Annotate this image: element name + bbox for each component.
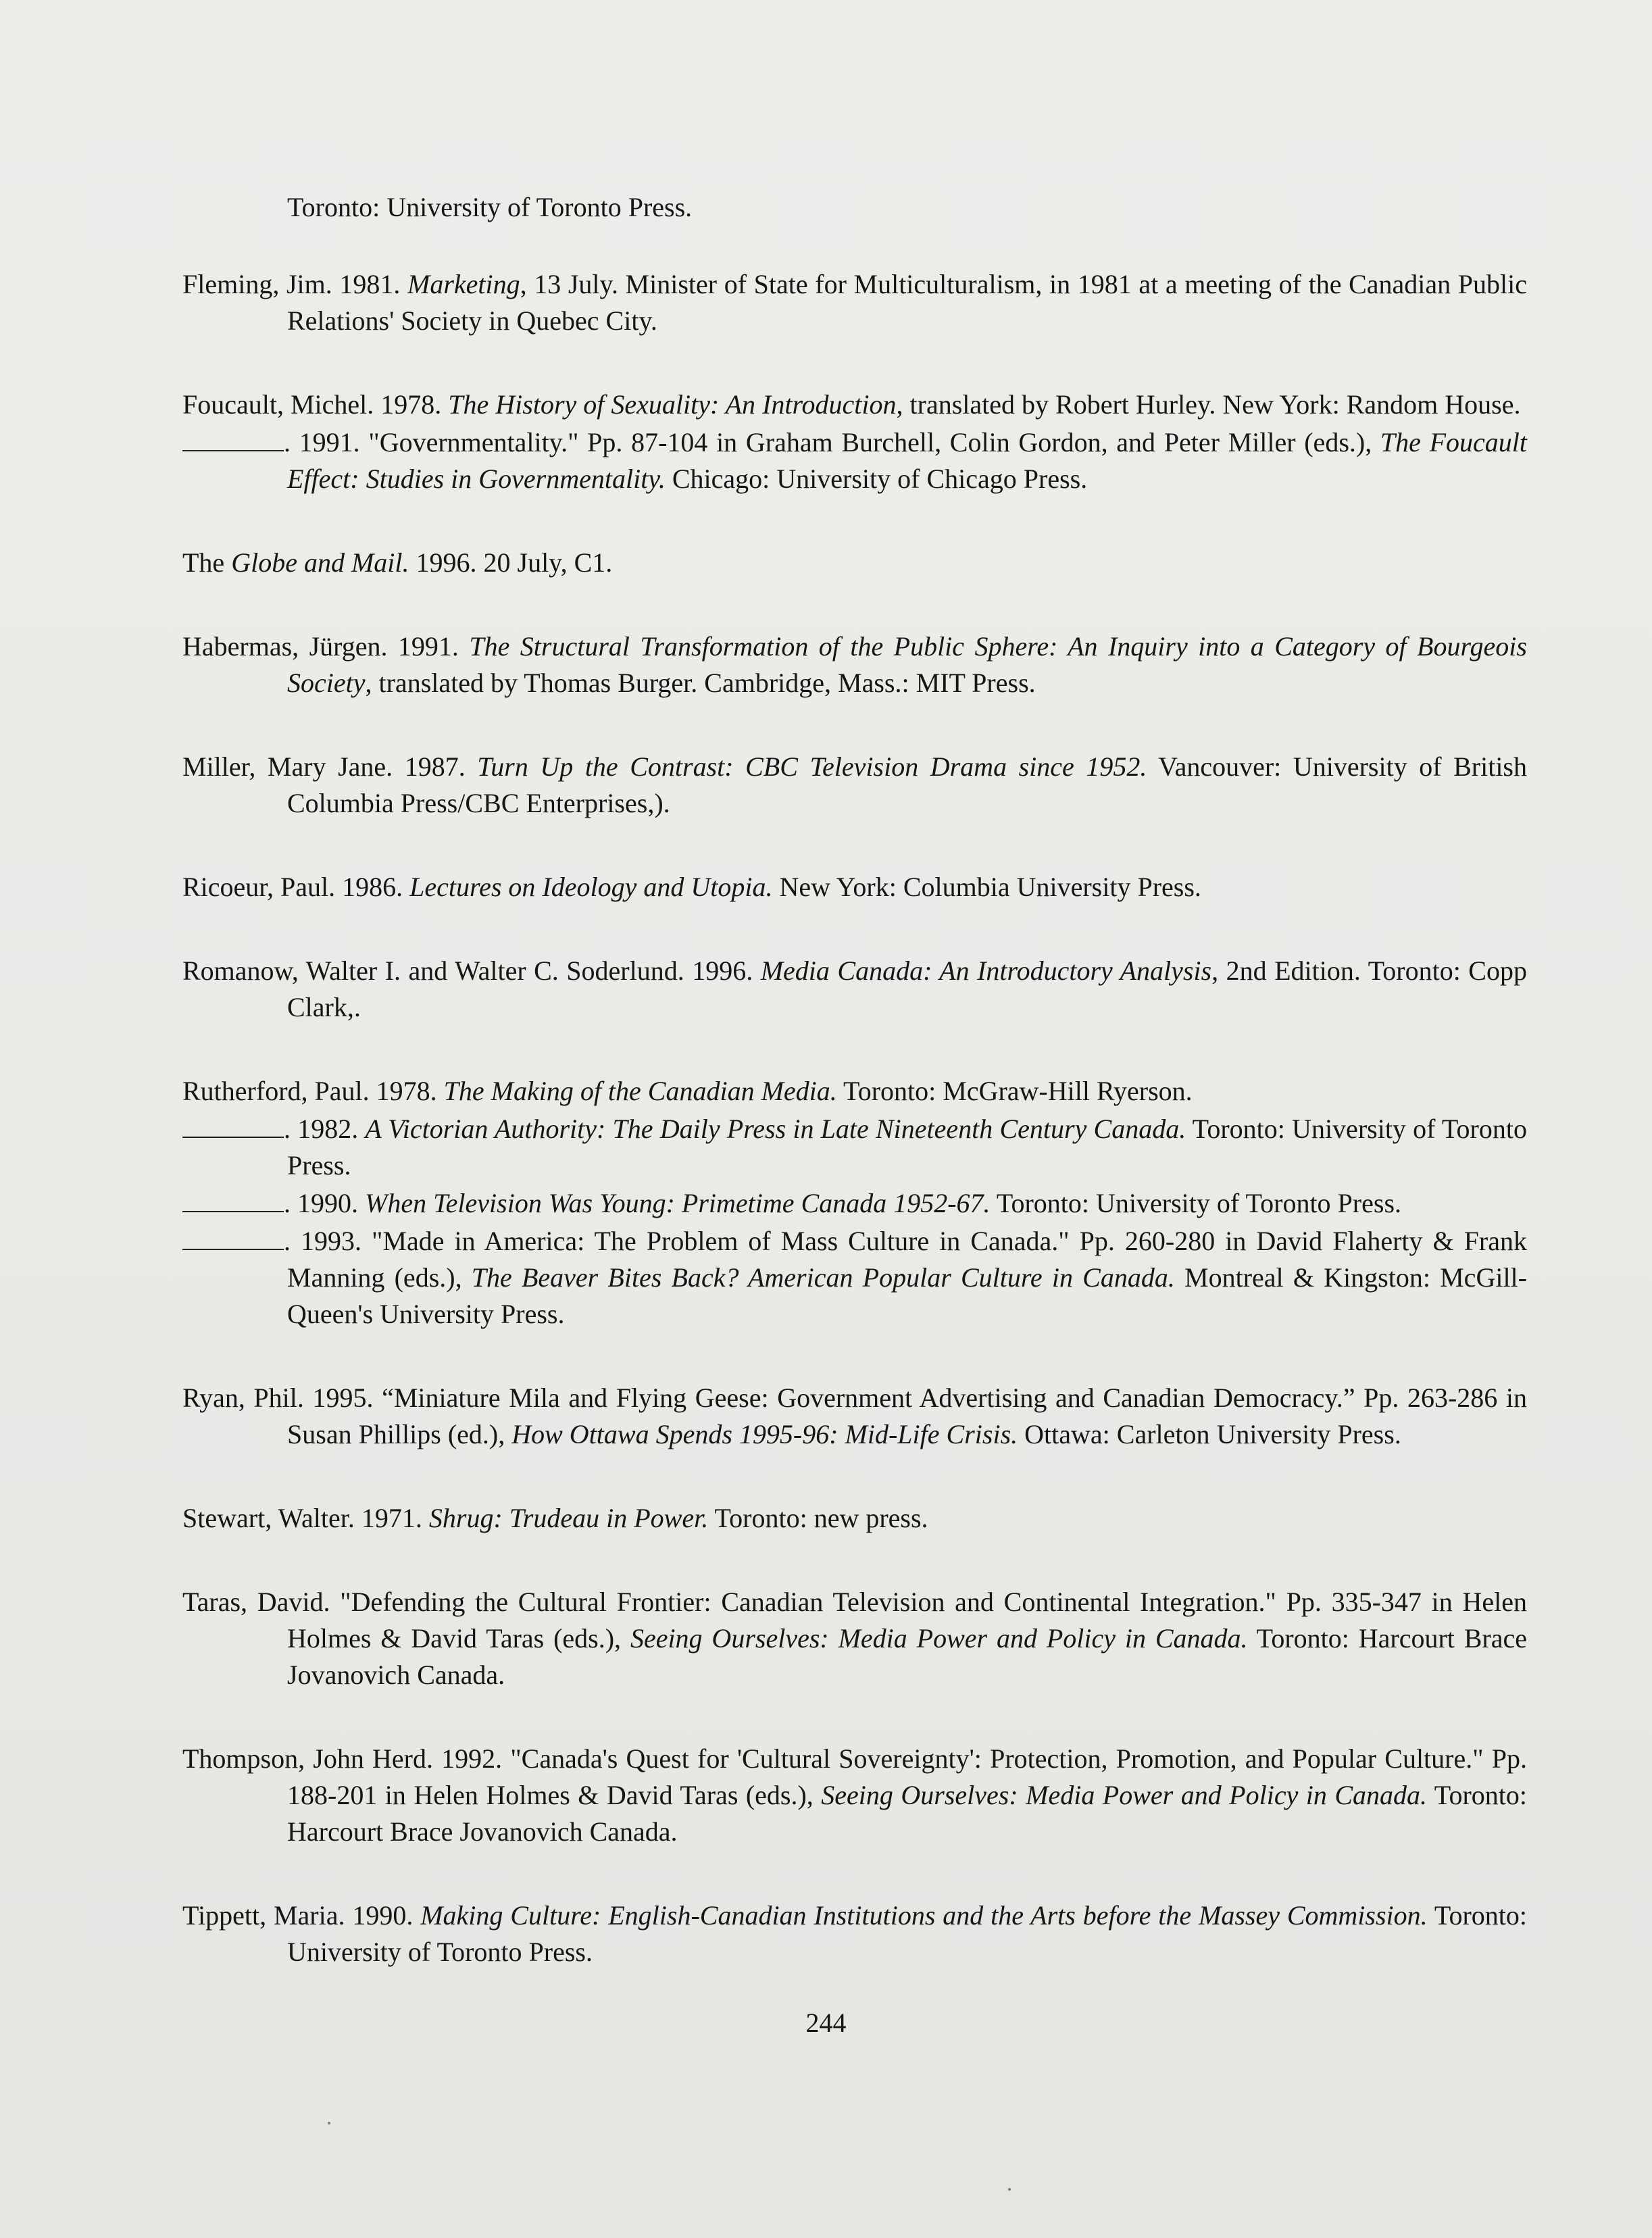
entry-rest: New York: Columbia University Press.	[772, 872, 1201, 902]
bib-entry-taras	[182, 1584, 1527, 1693]
entry-pre: . 1993. "Made in America: The Problem of Mass Culture in Canada." Pp. 260-280 in David Flaherty & Frank Manning (eds.),	[284, 1226, 1527, 1293]
entry-title: Making Culture: English-Canadian Institutions and the Arts before the Massey Commission.	[420, 1900, 1428, 1931]
entry-rest: Vancouver: University of British Columbia Press/CBC Enterprises,).	[287, 751, 1527, 818]
page-number: 244	[805, 2008, 847, 2038]
entry-title: Seeing Ourselves: Media Power and Policy in Canada.	[821, 1780, 1428, 1810]
entry-author: Ryan, Phil. 1995. “Miniature Mila and Flying Geese: Government Advertising and Canadian Democracy.” Pp. 263-286 in Susan Phillips (ed.),	[182, 1383, 1527, 1449]
paper-speck	[1008, 2188, 1011, 2191]
bib-entry-tippett	[182, 1897, 1527, 1970]
entry-author: Thompson, John Herd. 1992. "Canada's Quest for 'Cultural Sovereignty': Protection, Promotion, and Popular Culture." Pp. 188-201 in Helen Holmes & David Taras (eds.),	[182, 1743, 1527, 1810]
entry-title: Shrug: Trudeau in Power.	[428, 1503, 709, 1533]
entry-rest: Toronto: University of Toronto Press.	[287, 1114, 1527, 1180]
bib-entry-ricoeur	[182, 869, 1527, 905]
entry-rest: Montreal & Kingston: McGill-Queen's University Press.	[287, 1262, 1527, 1329]
entry-rest: Toronto: McGraw-Hill Ryerson.	[836, 1076, 1193, 1106]
bib-entry-rutherford-1993	[182, 1222, 1527, 1333]
entry-author: Stewart, Walter. 1971.	[182, 1503, 429, 1533]
entry-title: The Foucault Effect: Studies in Governmentality.	[287, 427, 1527, 494]
entry-title: Seeing Ourselves: Media Power and Policy in Canada.	[630, 1623, 1248, 1653]
bib-entry-globe	[182, 545, 1527, 581]
entry-rest: Toronto: University of Toronto Press.	[990, 1188, 1402, 1218]
ditto-rule	[182, 1222, 284, 1250]
bib-entry-rutherford-1982	[182, 1110, 1527, 1184]
entry-author: Foucault, Michel. 1978.	[182, 389, 449, 420]
entry-title: When Television Was Young: Primetime Canada 1952-67.	[365, 1188, 991, 1218]
entry-title: The Structural Transformation of the Public Sphere: An Inquiry into a Category of Bourgeois Society	[287, 631, 1527, 698]
entry-author: Taras, David. "Defending the Cultural Frontier: Canadian Television and Continental Integration." Pp. 335-347 in Helen Holmes & David Taras (eds.),	[182, 1587, 1527, 1653]
bib-entry-rutherford-1978	[182, 1073, 1527, 1110]
ditto-rule	[182, 1110, 284, 1138]
entry-rest: , 2nd Edition. Toronto: Copp Clark,.	[287, 955, 1527, 1022]
entry-author: Habermas, Jürgen. 1991.	[182, 631, 470, 662]
bib-entry-foucault-1991	[182, 423, 1527, 497]
entry-pre: . 1982.	[284, 1114, 366, 1144]
entry-title: Media Canada: An Introductory Analysis	[760, 955, 1212, 986]
entry-title: A Victorian Authority: The Daily Press in Late Nineteenth Century Canada.	[365, 1114, 1186, 1144]
bibliography-list	[182, 189, 1527, 2018]
bib-entry-stewart	[182, 1500, 1527, 1537]
entry-rest: Toronto: University of Toronto Press.	[287, 1900, 1528, 1967]
entry-rest: , 13 July. Minister of State for Multiculturalism, in 1981 at a meeting of the Canadian Public Relations' Society in Quebec City.	[287, 269, 1527, 336]
ditto-rule	[182, 423, 284, 451]
entry-title: Marketing	[407, 269, 520, 299]
entry-author: Tippett, Maria. 1990.	[182, 1900, 421, 1931]
bib-entry-foucault-1978	[182, 387, 1527, 423]
entry-author: Rutherford, Paul. 1978.	[182, 1076, 444, 1106]
entry-text: Toronto: University of Toronto Press.	[287, 192, 693, 222]
entry-rest: , translated by Thomas Burger. Cambridge, Mass.: MIT Press.	[365, 668, 1036, 698]
entry-title: The History of Sexuality: An Introduction	[448, 389, 897, 420]
bib-entry-continuation	[182, 189, 1527, 226]
entry-title: Lectures on Ideology and Utopia.	[409, 872, 773, 902]
entry-title: How Ottawa Spends 1995-96: Mid-Life Crisis.	[511, 1419, 1018, 1449]
entry-title: Globe and Mail.	[231, 547, 409, 578]
entry-rest: Ottawa: Carleton University Press.	[1018, 1419, 1401, 1449]
entry-author: Romanow, Walter I. and Walter C. Soderlund. 1996.	[182, 955, 761, 986]
ditto-rule	[182, 1184, 284, 1212]
bib-entry-romanow	[182, 953, 1527, 1026]
entry-author: Ricoeur, Paul. 1986.	[182, 872, 410, 902]
bib-entry-habermas	[182, 628, 1527, 701]
entry-author: Miller, Mary Jane. 1987.	[182, 751, 478, 782]
entry-rest: 1996. 20 July, C1.	[409, 547, 613, 578]
entry-title: The Beaver Bites Back? American Popular Culture in Canada.	[471, 1262, 1175, 1293]
bib-entry-thompson	[182, 1741, 1527, 1850]
entry-title: Turn Up the Contrast: CBC Television Drama since 1952.	[477, 751, 1147, 782]
entry-title: The Making of the Canadian Media.	[443, 1076, 837, 1106]
entry-pre: The	[182, 547, 232, 578]
entry-rest: Toronto: Harcourt Brace Jovanovich Canada.	[287, 1780, 1527, 1847]
entry-pre: . 1990.	[284, 1188, 365, 1218]
entry-pre: . 1991. "Governmentality." Pp. 87-104 in Graham Burchell, Colin Gordon, and Peter Miller (eds.),	[284, 427, 1380, 457]
entry-rest: Toronto: new press.	[708, 1503, 928, 1533]
bib-entry-fleming	[182, 266, 1527, 339]
bib-entry-miller	[182, 749, 1527, 822]
entry-rest: , translated by Robert Hurley. New York: Random House.	[896, 389, 1521, 420]
entry-rest: Toronto: Harcourt Brace Jovanovich Canada.	[287, 1623, 1528, 1690]
paper-speck	[328, 2122, 330, 2124]
entry-author: Fleming, Jim. 1981.	[182, 269, 407, 299]
bib-entry-rutherford-1990	[182, 1184, 1527, 1222]
entry-rest: Chicago: University of Chicago Press.	[665, 464, 1088, 494]
bib-entry-ryan	[182, 1380, 1527, 1453]
